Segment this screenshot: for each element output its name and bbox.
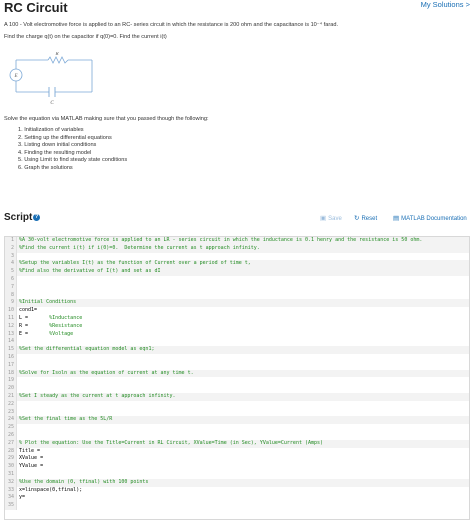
code-line[interactable] [5,487,469,495]
code-line[interactable] [5,440,469,448]
line-number: 15 [5,346,17,354]
instruction-step: 6. Graph the solutions [18,164,73,171]
code-comment: % Plot the equation: Use the Title=Current in RL Circuit, XValue=Time (in Sec), YValue=Current (Amps) [19,439,324,446]
line-number: 35 [5,502,17,510]
code-comment: %Solve for Isoln as the equation of current at any time t. [19,369,194,376]
code-line[interactable] [5,416,469,424]
code-text: y= [19,494,26,501]
code-comment: %Setup the variables I(t) as the function of Current over a period of time t, [19,260,251,267]
code-line[interactable] [5,346,469,354]
code-line[interactable] [5,432,469,440]
line-number: 13 [5,331,17,339]
line-number: 1 [5,237,17,245]
instruction-step: 2. Setting up the differential equations [18,134,112,141]
code-line[interactable] [5,377,469,385]
code-line[interactable] [5,307,469,315]
line-number: 7 [5,284,17,292]
instruction-step: 4. Finding the resulting model [18,149,92,156]
toolbar-actions [320,214,470,224]
line-number: 31 [5,471,17,479]
code-line[interactable] [5,292,469,300]
code-line[interactable] [5,260,469,268]
line-number: 9 [5,299,17,307]
code-line[interactable] [5,315,469,323]
line-number: 24 [5,416,17,424]
code-line[interactable] [5,284,469,292]
matlab-documentation-button[interactable] [393,214,467,222]
code-line[interactable] [5,463,469,471]
code-comment: %Voltage [49,330,74,337]
reset-label: Reset [361,216,378,222]
instruction-step: 1. Initialization of variables [18,127,84,133]
line-number: 23 [5,409,17,417]
code-text: E = [19,330,50,337]
code-text: XValue = [19,455,44,462]
code-line[interactable] [5,276,469,284]
line-number: 34 [5,494,17,502]
code-line[interactable] [5,471,469,479]
line-number: 25 [5,424,17,432]
line-number: 17 [5,362,17,370]
resistor-label: R [55,52,59,57]
instructions [4,116,470,172]
code-line[interactable] [5,393,469,401]
code-comment: %Find also the derivative of I(t) and set as dI [19,268,161,275]
reset-icon: ↻ [354,215,360,222]
line-number: 12 [5,323,17,331]
code-text: Title = [19,447,41,454]
code-line[interactable] [5,370,469,378]
line-number: 14 [5,338,17,346]
problem-question: Find the charge q(t) on the capacitor if q(0)=0. Find the current i(t) [4,34,167,40]
line-number: 4 [5,260,17,268]
code-line[interactable] [5,299,469,307]
code-text: L = [19,314,50,321]
source-label: E [14,74,18,79]
help-icon[interactable]: ? [34,214,39,220]
line-number: 21 [5,393,17,401]
rc-circuit-diagram [6,52,106,108]
code-line[interactable] [5,502,469,510]
code-comment: %A 30-volt electromotive force is applied to an LR - series circuit in which the inductance is 0.1 henry and the resistance is 50 ohm. [19,237,423,243]
save-label: Save [328,216,342,222]
line-number: 26 [5,432,17,440]
code-line[interactable] [5,424,469,432]
line-number: 16 [5,354,17,362]
code-comment: %Use the domain (0, tfinal) with 100 points [19,478,149,485]
code-text: x=linspace(0,tfinal); [19,486,83,493]
line-number: 32 [5,479,17,487]
line-number: 20 [5,385,17,393]
code-line[interactable] [5,268,469,276]
code-editor[interactable] [4,236,470,520]
code-line[interactable] [5,385,469,393]
line-number: 29 [5,455,17,463]
page-title: RC Circuit [4,0,68,15]
line-number: 27 [5,440,17,448]
code-line[interactable] [5,245,469,253]
code-line[interactable] [5,323,469,331]
code-line[interactable] [5,409,469,417]
code-line[interactable] [5,455,469,463]
line-number: 8 [5,292,17,300]
instruction-step: 3. Listing down initial conditions [18,142,97,148]
line-number: 10 [5,307,17,315]
capacitor-symbol [49,87,55,97]
code-line[interactable] [5,479,469,487]
line-number: 6 [5,276,17,284]
instruction-step: 5. Using Limit to find steady state conditions [18,157,128,163]
code-text: YValue = [19,463,44,470]
line-number: 30 [5,463,17,471]
script-toolbar [4,212,470,226]
line-number: 33 [5,487,17,495]
code-line[interactable] [5,362,469,370]
code-line[interactable] [5,494,469,502]
code-comment: %Resistance [49,322,83,329]
script-title: Script [4,212,33,223]
line-number: 11 [5,315,17,323]
code-comment: %Set the final time as the 5L/R [19,416,113,423]
resistor-symbol [48,57,68,63]
code-line[interactable] [5,338,469,346]
line-number: 5 [5,268,17,276]
code-comment: %Set I steady as the current at t approach infinity. [19,392,176,399]
documentation-label: MATLAB Documentation [401,216,467,222]
save-button[interactable] [320,214,342,222]
steps-list [18,127,470,172]
line-number: 28 [5,448,17,456]
code-line[interactable] [5,354,469,362]
line-number: 2 [5,245,17,253]
line-number: 18 [5,370,17,378]
reset-button[interactable] [354,214,377,222]
problem-statement: A 100 - Volt electromotive force is applied to an RC- series circuit in which the resistance is 200 ohm and the capacitance is 10⁻⁴ farad. [4,22,339,28]
line-number: 22 [5,401,17,409]
code-line[interactable] [5,331,469,339]
code-comment: %Find the current i(t) if i(0)=0. Determine the current as t approach infinity. [19,244,260,251]
circuit-wires [16,60,92,92]
instructions-intro: Solve the equation via MATLAB making sure that you passed though the following: [4,116,209,122]
code-text: R = [19,322,50,329]
code-comment: %Initial Conditions [19,299,77,306]
documentation-icon: ▤ [393,215,400,222]
code-comment: %Inductance [49,314,83,321]
code-text: cond1= [19,307,38,314]
code-line[interactable] [5,253,469,261]
capacitor-label: C [50,101,54,106]
line-number: 19 [5,377,17,385]
code-line[interactable] [5,401,469,409]
code-line[interactable] [5,237,469,245]
line-number: 3 [5,253,17,261]
problem-description [4,22,470,46]
code-line[interactable] [5,448,469,456]
page-header [4,0,470,16]
save-icon: ▣ [320,215,327,222]
code-comment: %Set the differential equation model as eqn1; [19,346,155,353]
my-solutions-link[interactable]: My Solutions > [420,0,470,9]
